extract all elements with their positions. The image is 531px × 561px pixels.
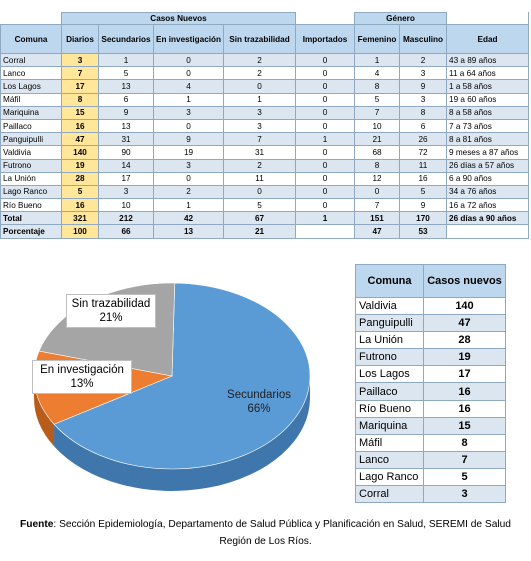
header-comuna: Comuna: [356, 265, 424, 298]
commune-name: Los Lagos: [356, 366, 424, 383]
source-text: : Sección Epidemiología, Departamento de Salud Pública y Planificación en Salud, SEREMI de Salud Región de Los Ríos.: [53, 519, 511, 547]
table-cell: 7 a 73 años: [447, 119, 529, 132]
table-cell: 31: [99, 133, 154, 146]
case-count: 5: [424, 468, 506, 485]
column-header: Sin trazabilidad: [224, 25, 296, 54]
table-cell: Mariquina: [1, 106, 62, 119]
list-item: [356, 383, 506, 400]
table-cell: 66: [99, 225, 154, 238]
table-cell: 0: [296, 199, 355, 212]
table-cell: 3: [224, 119, 296, 132]
pie-label-value: 66%: [247, 403, 271, 415]
table-cell: 0: [296, 146, 355, 159]
table-cell: 0: [154, 119, 224, 132]
table-cell: 212: [99, 212, 154, 225]
pie-label-sin-trazabilidad: [66, 294, 156, 328]
pie-label-name: En investigación: [40, 364, 124, 376]
table-cell: 5: [99, 67, 154, 80]
case-count: 28: [424, 332, 506, 349]
table-cell: 67: [224, 212, 296, 225]
table-cell: 11 a 64 años: [447, 67, 529, 80]
table-cell: Corral: [1, 54, 62, 67]
commune-name: Valdivia: [356, 298, 424, 315]
table-cell: 7: [224, 133, 296, 146]
commune-name: Lago Ranco: [356, 468, 424, 485]
table-cell: Lanco: [1, 67, 62, 80]
table-cell: 2: [224, 54, 296, 67]
table-cell: 17: [99, 172, 154, 185]
commune-name: Río Bueno: [356, 400, 424, 417]
pie-label-name: Sin trazabilidad: [71, 298, 151, 310]
source-label: Fuente: [20, 519, 54, 530]
case-count: 7: [424, 451, 506, 468]
commune-name: Lanco: [356, 451, 424, 468]
table-row: [1, 146, 529, 159]
cases-by-commune-table: [355, 264, 506, 503]
blank-header-cell: [1, 13, 62, 25]
table-cell: 9 meses a 87 años: [447, 146, 529, 159]
case-count: 8: [424, 434, 506, 451]
table-cell: 6: [99, 93, 154, 106]
table-cell: 16: [400, 172, 447, 185]
commune-name: Mariquina: [356, 417, 424, 434]
column-header: Comuna: [1, 25, 62, 54]
table-cell: 7: [355, 106, 400, 119]
table-row: [1, 54, 529, 67]
table-cell: 0: [296, 67, 355, 80]
table-cell: 3: [99, 185, 154, 198]
table-cell: 3: [154, 159, 224, 172]
table-cell: 10: [355, 119, 400, 132]
list-item: [356, 451, 506, 468]
table-cell: 8 a 58 años: [447, 106, 529, 119]
table-cell: 42: [154, 212, 224, 225]
list-item: [356, 400, 506, 417]
table-cell: 0: [296, 106, 355, 119]
table-cell: 90: [99, 146, 154, 159]
table-cell: 34 a 76 años: [447, 185, 529, 198]
table-cell: 100: [62, 225, 99, 238]
group-header-genero: Género: [355, 13, 447, 25]
table-cell: 5: [224, 199, 296, 212]
case-count: 140: [424, 298, 506, 315]
table-cell: 26 días a 90 años: [447, 212, 529, 225]
table-row: [1, 133, 529, 146]
commune-name: Corral: [356, 486, 424, 503]
column-header: Edad: [447, 25, 529, 54]
table-cell: 14: [99, 159, 154, 172]
table-cell: 26 días a 57 años: [447, 159, 529, 172]
table-cell: 53: [400, 225, 447, 238]
case-count: 17: [424, 366, 506, 383]
table-cell: 13: [99, 80, 154, 93]
table-cell: 28: [62, 172, 99, 185]
table-cell: 4: [154, 80, 224, 93]
column-header: Secundarios: [99, 25, 154, 54]
table-cell: 8: [355, 159, 400, 172]
table-cell: 68: [355, 146, 400, 159]
table-row: [1, 80, 529, 93]
commune-name: Máfil: [356, 434, 424, 451]
table-cell: 9: [154, 133, 224, 146]
source-note: [18, 516, 513, 550]
table-cell: 3: [400, 67, 447, 80]
table-cell: 0: [296, 93, 355, 106]
table-cell: 0: [224, 185, 296, 198]
table-cell: 11: [400, 159, 447, 172]
table-cell: 4: [355, 67, 400, 80]
table-cell: Río Bueno: [1, 199, 62, 212]
group-header-casos-nuevos: Casos Nuevos: [62, 13, 296, 25]
table-cell: 19: [62, 159, 99, 172]
cases-detail-table: [0, 12, 529, 239]
table-cell: 7: [62, 67, 99, 80]
table-row: [1, 185, 529, 198]
table-row: [1, 119, 529, 132]
table-cell: 1: [154, 93, 224, 106]
table-row: [1, 199, 529, 212]
case-count: 3: [424, 486, 506, 503]
pie-label-en-investigacion: [32, 360, 132, 394]
case-count: 19: [424, 349, 506, 366]
table-cell: 151: [355, 212, 400, 225]
table-cell: 0: [224, 80, 296, 93]
case-count: 47: [424, 315, 506, 332]
table-cell: 9: [400, 199, 447, 212]
case-count: 16: [424, 400, 506, 417]
table-cell: 0: [154, 172, 224, 185]
table-cell: 6 a 90 años: [447, 172, 529, 185]
table-cell: 1: [224, 93, 296, 106]
table-cell: 72: [400, 146, 447, 159]
table-cell: [447, 225, 529, 238]
table-cell: Panguipulli: [1, 133, 62, 146]
table-cell: 19: [154, 146, 224, 159]
table-cell: 2: [224, 159, 296, 172]
table-cell: 0: [296, 119, 355, 132]
blank-header-cell: [296, 13, 355, 25]
table-cell: Porcentaje: [1, 225, 62, 238]
table-cell: 13: [99, 119, 154, 132]
column-header: Diarios: [62, 25, 99, 54]
table-row: [1, 172, 529, 185]
list-item: [356, 486, 506, 503]
list-item: [356, 332, 506, 349]
table-row: [1, 67, 529, 80]
table-cell: 0: [296, 80, 355, 93]
table-cell: 1: [296, 133, 355, 146]
table-cell: 15: [62, 106, 99, 119]
commune-name: Paillaco: [356, 383, 424, 400]
table-cell: 31: [224, 146, 296, 159]
table-cell: 26: [400, 133, 447, 146]
list-item: [356, 417, 506, 434]
table-row: [1, 106, 529, 119]
table-cell: 8: [62, 93, 99, 106]
table-cell: 2: [224, 67, 296, 80]
column-header: En investigación: [154, 25, 224, 54]
table-cell: 3: [400, 93, 447, 106]
table-cell: 13: [154, 225, 224, 238]
table-cell: 8: [400, 106, 447, 119]
table-cell: 5: [62, 185, 99, 198]
table-cell: [296, 225, 355, 238]
column-header-row: [1, 25, 529, 54]
commune-name: Futrono: [356, 349, 424, 366]
table-cell: 2: [400, 54, 447, 67]
table-cell: 11: [224, 172, 296, 185]
table-cell: Máfil: [1, 93, 62, 106]
table-cell: 2: [154, 185, 224, 198]
list-item: [356, 349, 506, 366]
table-cell: 12: [355, 172, 400, 185]
table-cell: 0: [355, 185, 400, 198]
list-item: [356, 298, 506, 315]
table-cell: 19 a 60 años: [447, 93, 529, 106]
list-item: [356, 366, 506, 383]
table-cell: 3: [154, 106, 224, 119]
table-cell: Lago Ranco: [1, 185, 62, 198]
pie-label-value: 21%: [99, 312, 123, 324]
table-cell: 8 a 81 años: [447, 133, 529, 146]
column-header: Femenino: [355, 25, 400, 54]
table-cell: 0: [296, 54, 355, 67]
pie-label-value: 13%: [70, 378, 94, 390]
table-cell: 1: [154, 199, 224, 212]
table-cell: La Unión: [1, 172, 62, 185]
table-cell: Los Lagos: [1, 80, 62, 93]
table-cell: 1: [296, 212, 355, 225]
table-cell: 0: [154, 54, 224, 67]
table-cell: 140: [62, 146, 99, 159]
table-cell: 43 a 89 años: [447, 54, 529, 67]
commune-name: La Unión: [356, 332, 424, 349]
table-cell: 0: [296, 159, 355, 172]
column-header: Importados: [296, 25, 355, 54]
table-cell: Futrono: [1, 159, 62, 172]
table-cell: 47: [355, 225, 400, 238]
commune-name: Panguipulli: [356, 315, 424, 332]
list-item: [356, 315, 506, 332]
table-cell: 1: [99, 54, 154, 67]
table-cell: 1 a 58 años: [447, 80, 529, 93]
table-cell: 16: [62, 199, 99, 212]
table-cell: 0: [296, 172, 355, 185]
table-cell: Paillaco: [1, 119, 62, 132]
table-cell: 321: [62, 212, 99, 225]
pie-label-secundarios: [215, 386, 303, 418]
table-cell: 16: [62, 119, 99, 132]
table-cell: 8: [355, 80, 400, 93]
table-cell: 7: [355, 199, 400, 212]
header-casos-nuevos: Casos nuevos: [424, 265, 506, 298]
case-count: 16: [424, 383, 506, 400]
table-cell: 17: [62, 80, 99, 93]
table-row: [1, 225, 529, 238]
table-cell: 3: [62, 54, 99, 67]
blank-header-cell: [447, 13, 529, 25]
table-row: [1, 212, 529, 225]
table-cell: 9: [99, 106, 154, 119]
table-cell: 9: [400, 80, 447, 93]
table-cell: 3: [224, 106, 296, 119]
pie-chart: [10, 278, 340, 500]
table-cell: Total: [1, 212, 62, 225]
table-cell: Valdivia: [1, 146, 62, 159]
table-row: [1, 93, 529, 106]
table-cell: 10: [99, 199, 154, 212]
table-cell: 21: [355, 133, 400, 146]
table-cell: 1: [355, 54, 400, 67]
table-cell: 5: [400, 185, 447, 198]
list-item: [356, 434, 506, 451]
pie-label-name: Secundarios: [227, 389, 291, 401]
table-cell: 0: [296, 185, 355, 198]
table-cell: 0: [154, 67, 224, 80]
table-cell: 6: [400, 119, 447, 132]
list-item: [356, 468, 506, 485]
case-count: 15: [424, 417, 506, 434]
table-cell: 47: [62, 133, 99, 146]
table-cell: 21: [224, 225, 296, 238]
table-row: [1, 159, 529, 172]
column-header: Masculino: [400, 25, 447, 54]
table-cell: 5: [355, 93, 400, 106]
table-cell: 16 a 72 años: [447, 199, 529, 212]
table-cell: 170: [400, 212, 447, 225]
